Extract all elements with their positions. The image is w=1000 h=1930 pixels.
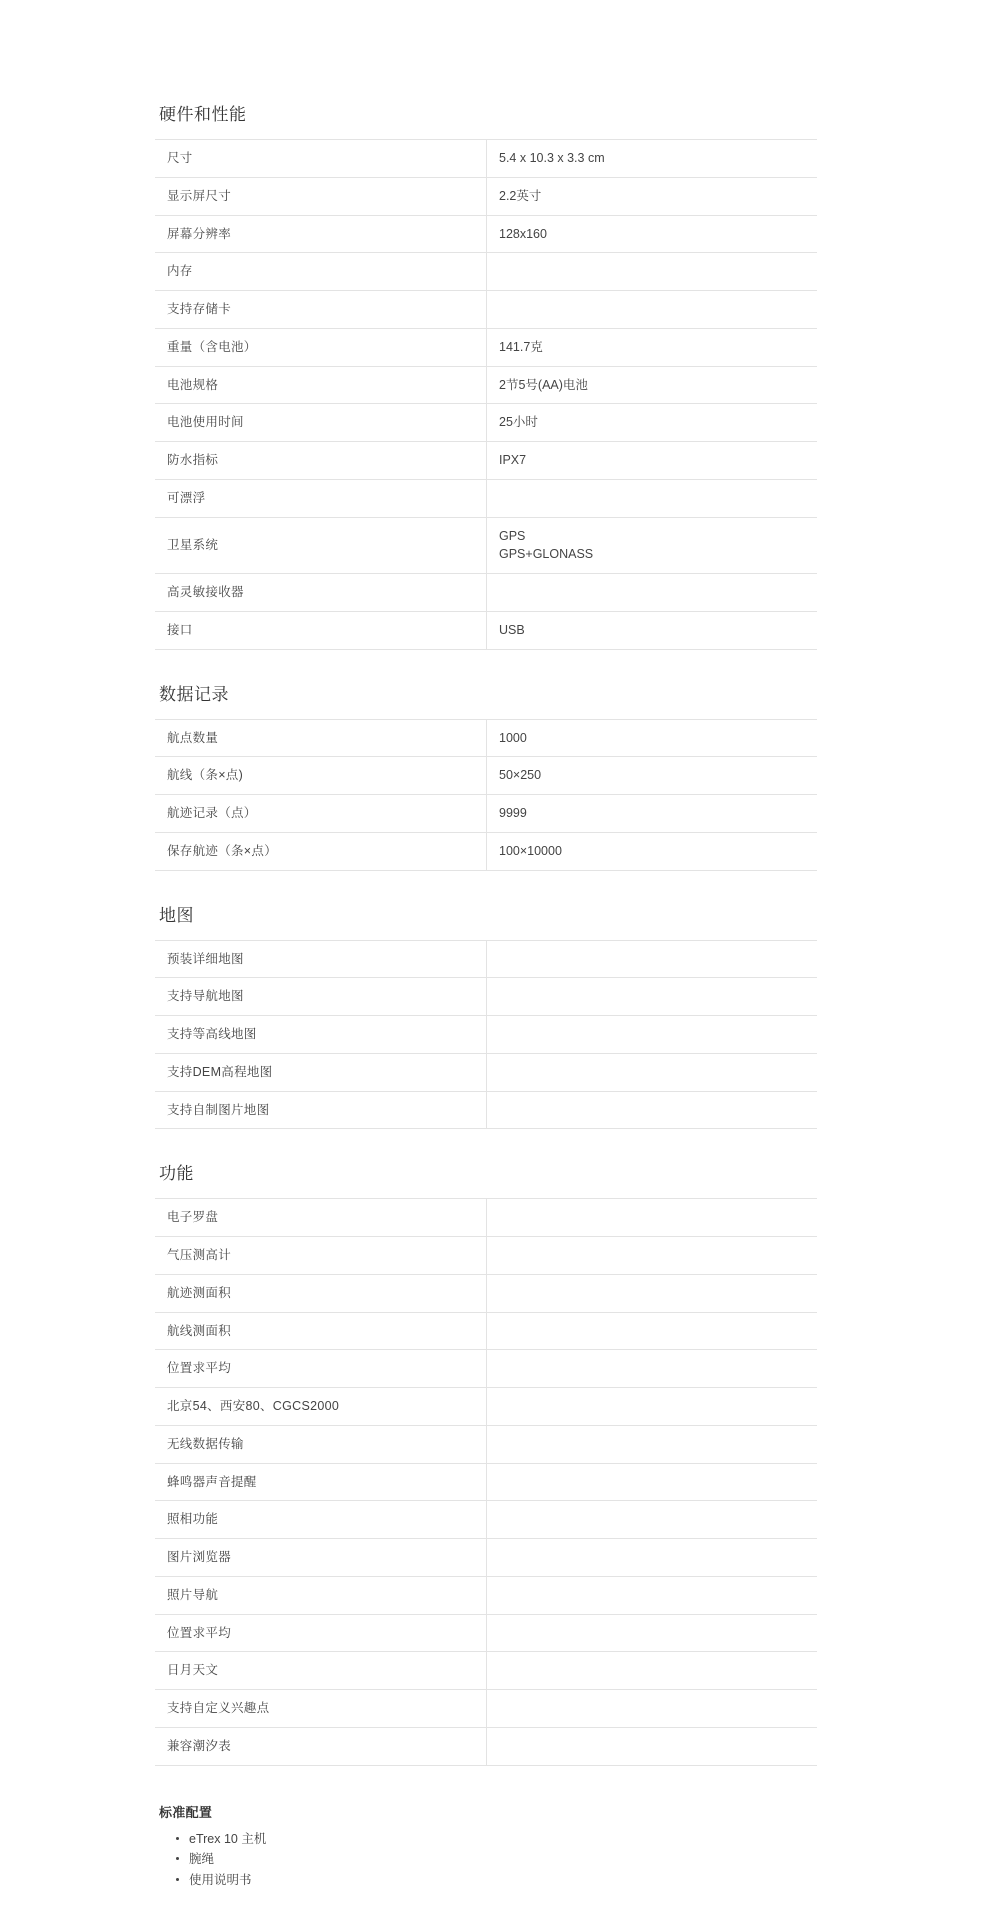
spec-table-features [155,1198,817,1765]
row-value [487,177,818,215]
table-row [155,795,817,833]
row-label: 无线数据传输 [155,1425,487,1463]
row-value [487,1576,818,1614]
row-value [487,1727,818,1765]
standard-config-title: 标准配置 [159,1804,213,1820]
row-value [487,757,818,795]
row-value [487,795,818,833]
table-row [155,479,817,517]
row-label: 支持DEM高程地图 [155,1053,487,1091]
row-value-line: 141.7克 [499,339,543,354]
section-title-data-record: 数据记录 [159,684,229,704]
row-value-line: 2.2英寸 [499,188,542,203]
row-value [487,1388,818,1426]
table-row [155,1350,817,1388]
row-label: 兼容潮汐表 [155,1727,487,1765]
row-value-line: GPS [499,528,526,543]
table-row [155,177,817,215]
row-label: 卫星系统 [155,517,487,574]
section-hardware [155,100,768,650]
table-row [155,832,817,870]
list-item: eTrex 10 主机 [189,1829,768,1850]
row-value [487,442,818,480]
section-data-record [155,680,768,871]
row-value-line: 50×250 [499,768,542,783]
table-row [155,404,817,442]
row-label: 日月天文 [155,1652,487,1690]
table-row [155,1312,817,1350]
row-label: 内存 [155,253,487,291]
standard-config-list [155,1829,768,1891]
row-value [487,328,818,366]
row-value-line: 25小时 [499,415,538,430]
row-value-line: 2节5号(AA)电池 [499,377,588,392]
table-row [155,1652,817,1690]
row-value [487,611,818,649]
row-value [487,1053,818,1091]
row-value [487,1016,818,1054]
row-value-line: GPS+GLONASS [499,547,594,562]
row-value [487,1425,818,1463]
row-label: 照片导航 [155,1576,487,1614]
row-value [487,1350,818,1388]
row-label: 支持等高线地图 [155,1016,487,1054]
row-label: 支持导航地图 [155,978,487,1016]
row-value-line: 100×10000 [499,843,562,858]
row-label: 尺寸 [155,140,487,178]
table-row [155,940,817,978]
section-title-hardware: 硬件和性能 [159,105,247,124]
row-label: 保存航迹（条×点） [155,832,487,870]
row-value [487,1652,818,1690]
row-label: 照相功能 [155,1501,487,1539]
table-row [155,574,817,612]
row-label: 位置求平均 [155,1614,487,1652]
table-row [155,1388,817,1426]
table-row [155,253,817,291]
row-label: 航线（条×点) [155,757,487,795]
row-label: 蜂鸣器声音提醒 [155,1463,487,1501]
table-row [155,611,817,649]
row-value [487,1614,818,1652]
row-value [487,1091,818,1129]
row-label: 支持存储卡 [155,291,487,329]
table-row [155,1425,817,1463]
row-label: 防水指标 [155,442,487,480]
row-label: 气压测高计 [155,1237,487,1275]
row-value-line: 1000 [499,730,527,745]
table-row [155,517,817,574]
row-label: 支持自定义兴趣点 [155,1690,487,1728]
row-value [487,1501,818,1539]
row-label: 接口 [155,611,487,649]
row-label: 航线测面积 [155,1312,487,1350]
table-row [155,291,817,329]
spec-table-data-record [155,719,817,871]
row-value [487,1463,818,1501]
spec-table-hardware [155,139,817,650]
table-row [155,1053,817,1091]
list-item: 腕绳 [189,1849,768,1870]
row-label: 可漂浮 [155,479,487,517]
table-row [155,978,817,1016]
row-value [487,719,818,757]
table-row [155,1091,817,1129]
row-value [487,1312,818,1350]
row-value [487,1690,818,1728]
list-item: 使用说明书 [189,1870,768,1891]
section-features [155,1159,768,1765]
row-label: 图片浏览器 [155,1539,487,1577]
row-value-line: IPX7 [499,453,527,467]
table-row [155,140,817,178]
table-row [155,757,817,795]
table-row [155,328,817,366]
row-value [487,140,818,178]
row-value [487,940,818,978]
table-row [155,1016,817,1054]
row-label: 电池规格 [155,366,487,404]
standard-config-block [155,1802,768,1891]
row-value-line: 128x160 [499,226,547,241]
table-row [155,1237,817,1275]
table-row [155,1576,817,1614]
row-value [487,1237,818,1275]
table-row [155,1539,817,1577]
table-row [155,1463,817,1501]
row-label: 电子罗盘 [155,1199,487,1237]
row-value [487,517,818,574]
row-label: 航点数量 [155,719,487,757]
table-row [155,1727,817,1765]
spec-table-map [155,940,817,1130]
row-label: 重量（含电池） [155,328,487,366]
row-value [487,291,818,329]
row-value [487,978,818,1016]
row-value [487,253,818,291]
row-label: 北京54、西安80、CGCS2000 [155,1388,487,1426]
row-value [487,479,818,517]
row-label: 航迹记录（点） [155,795,487,833]
row-value-line: USB [499,622,525,637]
table-row [155,1199,817,1237]
row-label: 高灵敏接收器 [155,574,487,612]
row-label: 航迹测面积 [155,1274,487,1312]
row-label: 屏幕分辨率 [155,215,487,253]
table-row [155,1690,817,1728]
row-value [487,1274,818,1312]
table-row [155,215,817,253]
table-row [155,1274,817,1312]
row-value [487,1199,818,1237]
section-title-map: 地图 [159,905,194,925]
row-label: 支持自制图片地图 [155,1091,487,1129]
row-label: 预装详细地图 [155,940,487,978]
row-value [487,1539,818,1577]
row-value-line: 5.4 x 10.3 x 3.3 cm [499,151,605,165]
section-map [155,901,768,1130]
row-value [487,215,818,253]
table-row [155,719,817,757]
table-row [155,442,817,480]
row-value [487,832,818,870]
table-row [155,1501,817,1539]
row-value [487,404,818,442]
table-row [155,1614,817,1652]
row-label: 显示屏尺寸 [155,177,487,215]
table-row [155,366,817,404]
row-label: 电池使用时间 [155,404,487,442]
row-label: 位置求平均 [155,1350,487,1388]
row-value-line: 9999 [499,806,527,820]
row-value [487,574,818,612]
row-value [487,366,818,404]
section-title-features: 功能 [159,1164,194,1184]
